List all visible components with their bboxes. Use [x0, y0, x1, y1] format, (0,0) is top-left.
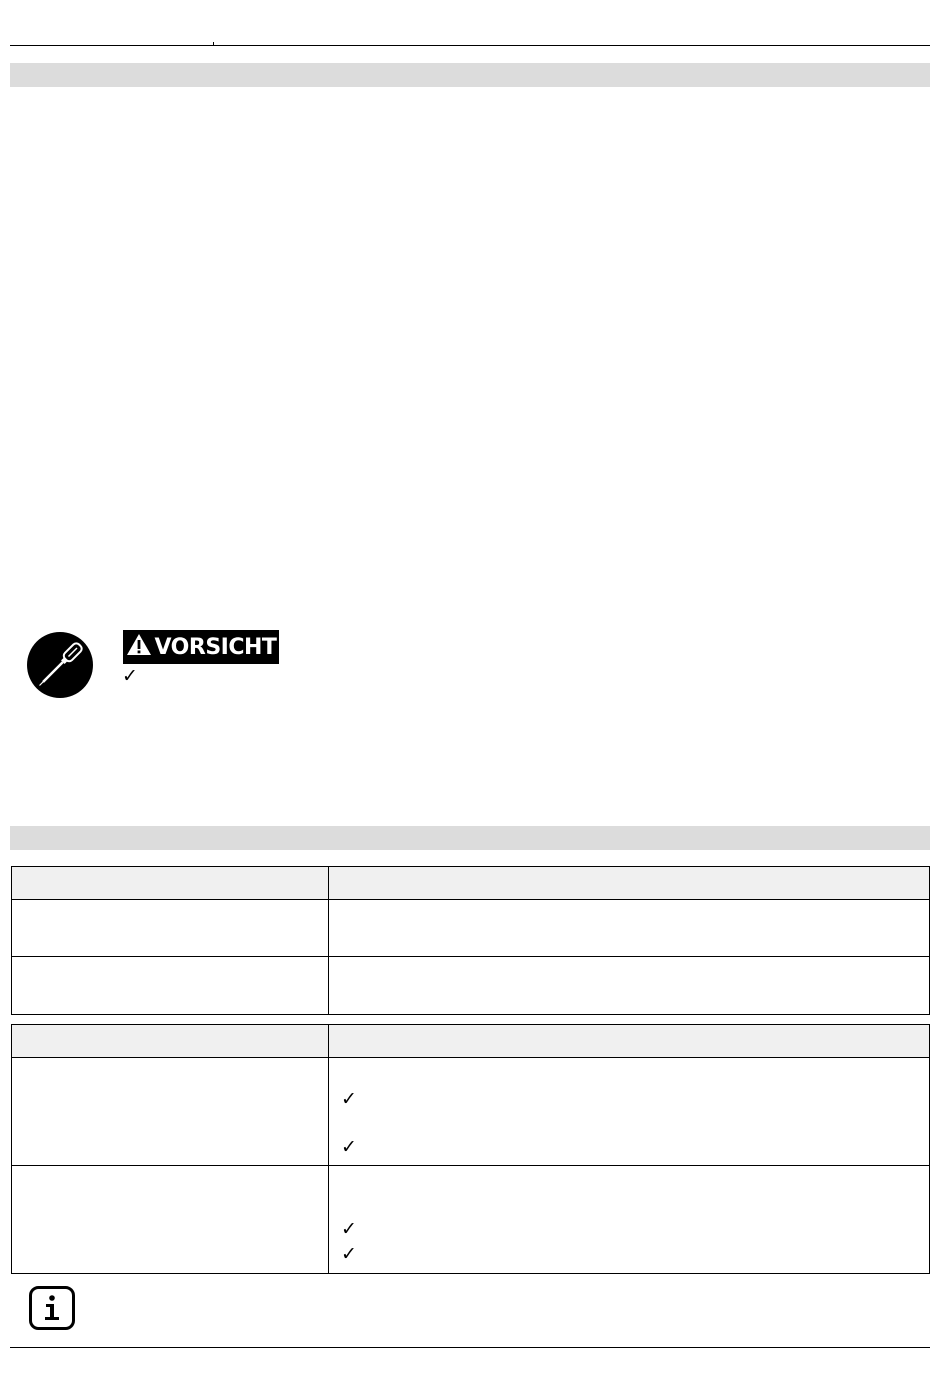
- table-cell: [329, 957, 930, 1015]
- footer-rule: [10, 1347, 930, 1348]
- list-check-mark: ✓: [341, 1088, 357, 1110]
- table-row: [12, 900, 930, 957]
- warning-triangle-icon: [126, 633, 152, 662]
- table-header-cell: [329, 1025, 930, 1058]
- list-check-mark: ✓: [341, 1243, 357, 1265]
- list-check-mark: ✓: [341, 1136, 357, 1158]
- table-cell: [329, 1166, 930, 1274]
- table-header-row: [12, 867, 930, 900]
- warning-check-mark: ✓: [122, 665, 138, 687]
- info-icon: [28, 1285, 76, 1331]
- spec-table-1: [11, 866, 930, 1015]
- screwdriver-icon: [26, 631, 94, 699]
- section-heading-band-1: [10, 63, 930, 87]
- table-cell: [12, 900, 329, 957]
- header-rule-tick: [213, 42, 214, 46]
- table-header-cell: [12, 1025, 329, 1058]
- table-header-cell: [329, 867, 930, 900]
- warning-label: [123, 630, 279, 664]
- table-header-cell: [12, 867, 329, 900]
- table-row: [12, 957, 930, 1015]
- table-cell: [12, 1166, 329, 1274]
- spec-table-2: [11, 1024, 930, 1274]
- table-cell: [329, 900, 930, 957]
- header-rule: [10, 45, 930, 46]
- table-cell: [329, 1058, 930, 1166]
- table-cell: [12, 957, 329, 1015]
- table-header-row: [12, 1025, 930, 1058]
- section-heading-band-2: [10, 826, 930, 850]
- table-row: [12, 1166, 930, 1274]
- warning-label-text: VORSICHT: [154, 634, 277, 660]
- table-row: [12, 1058, 930, 1166]
- table-cell: [12, 1058, 329, 1166]
- list-check-mark: ✓: [341, 1218, 357, 1240]
